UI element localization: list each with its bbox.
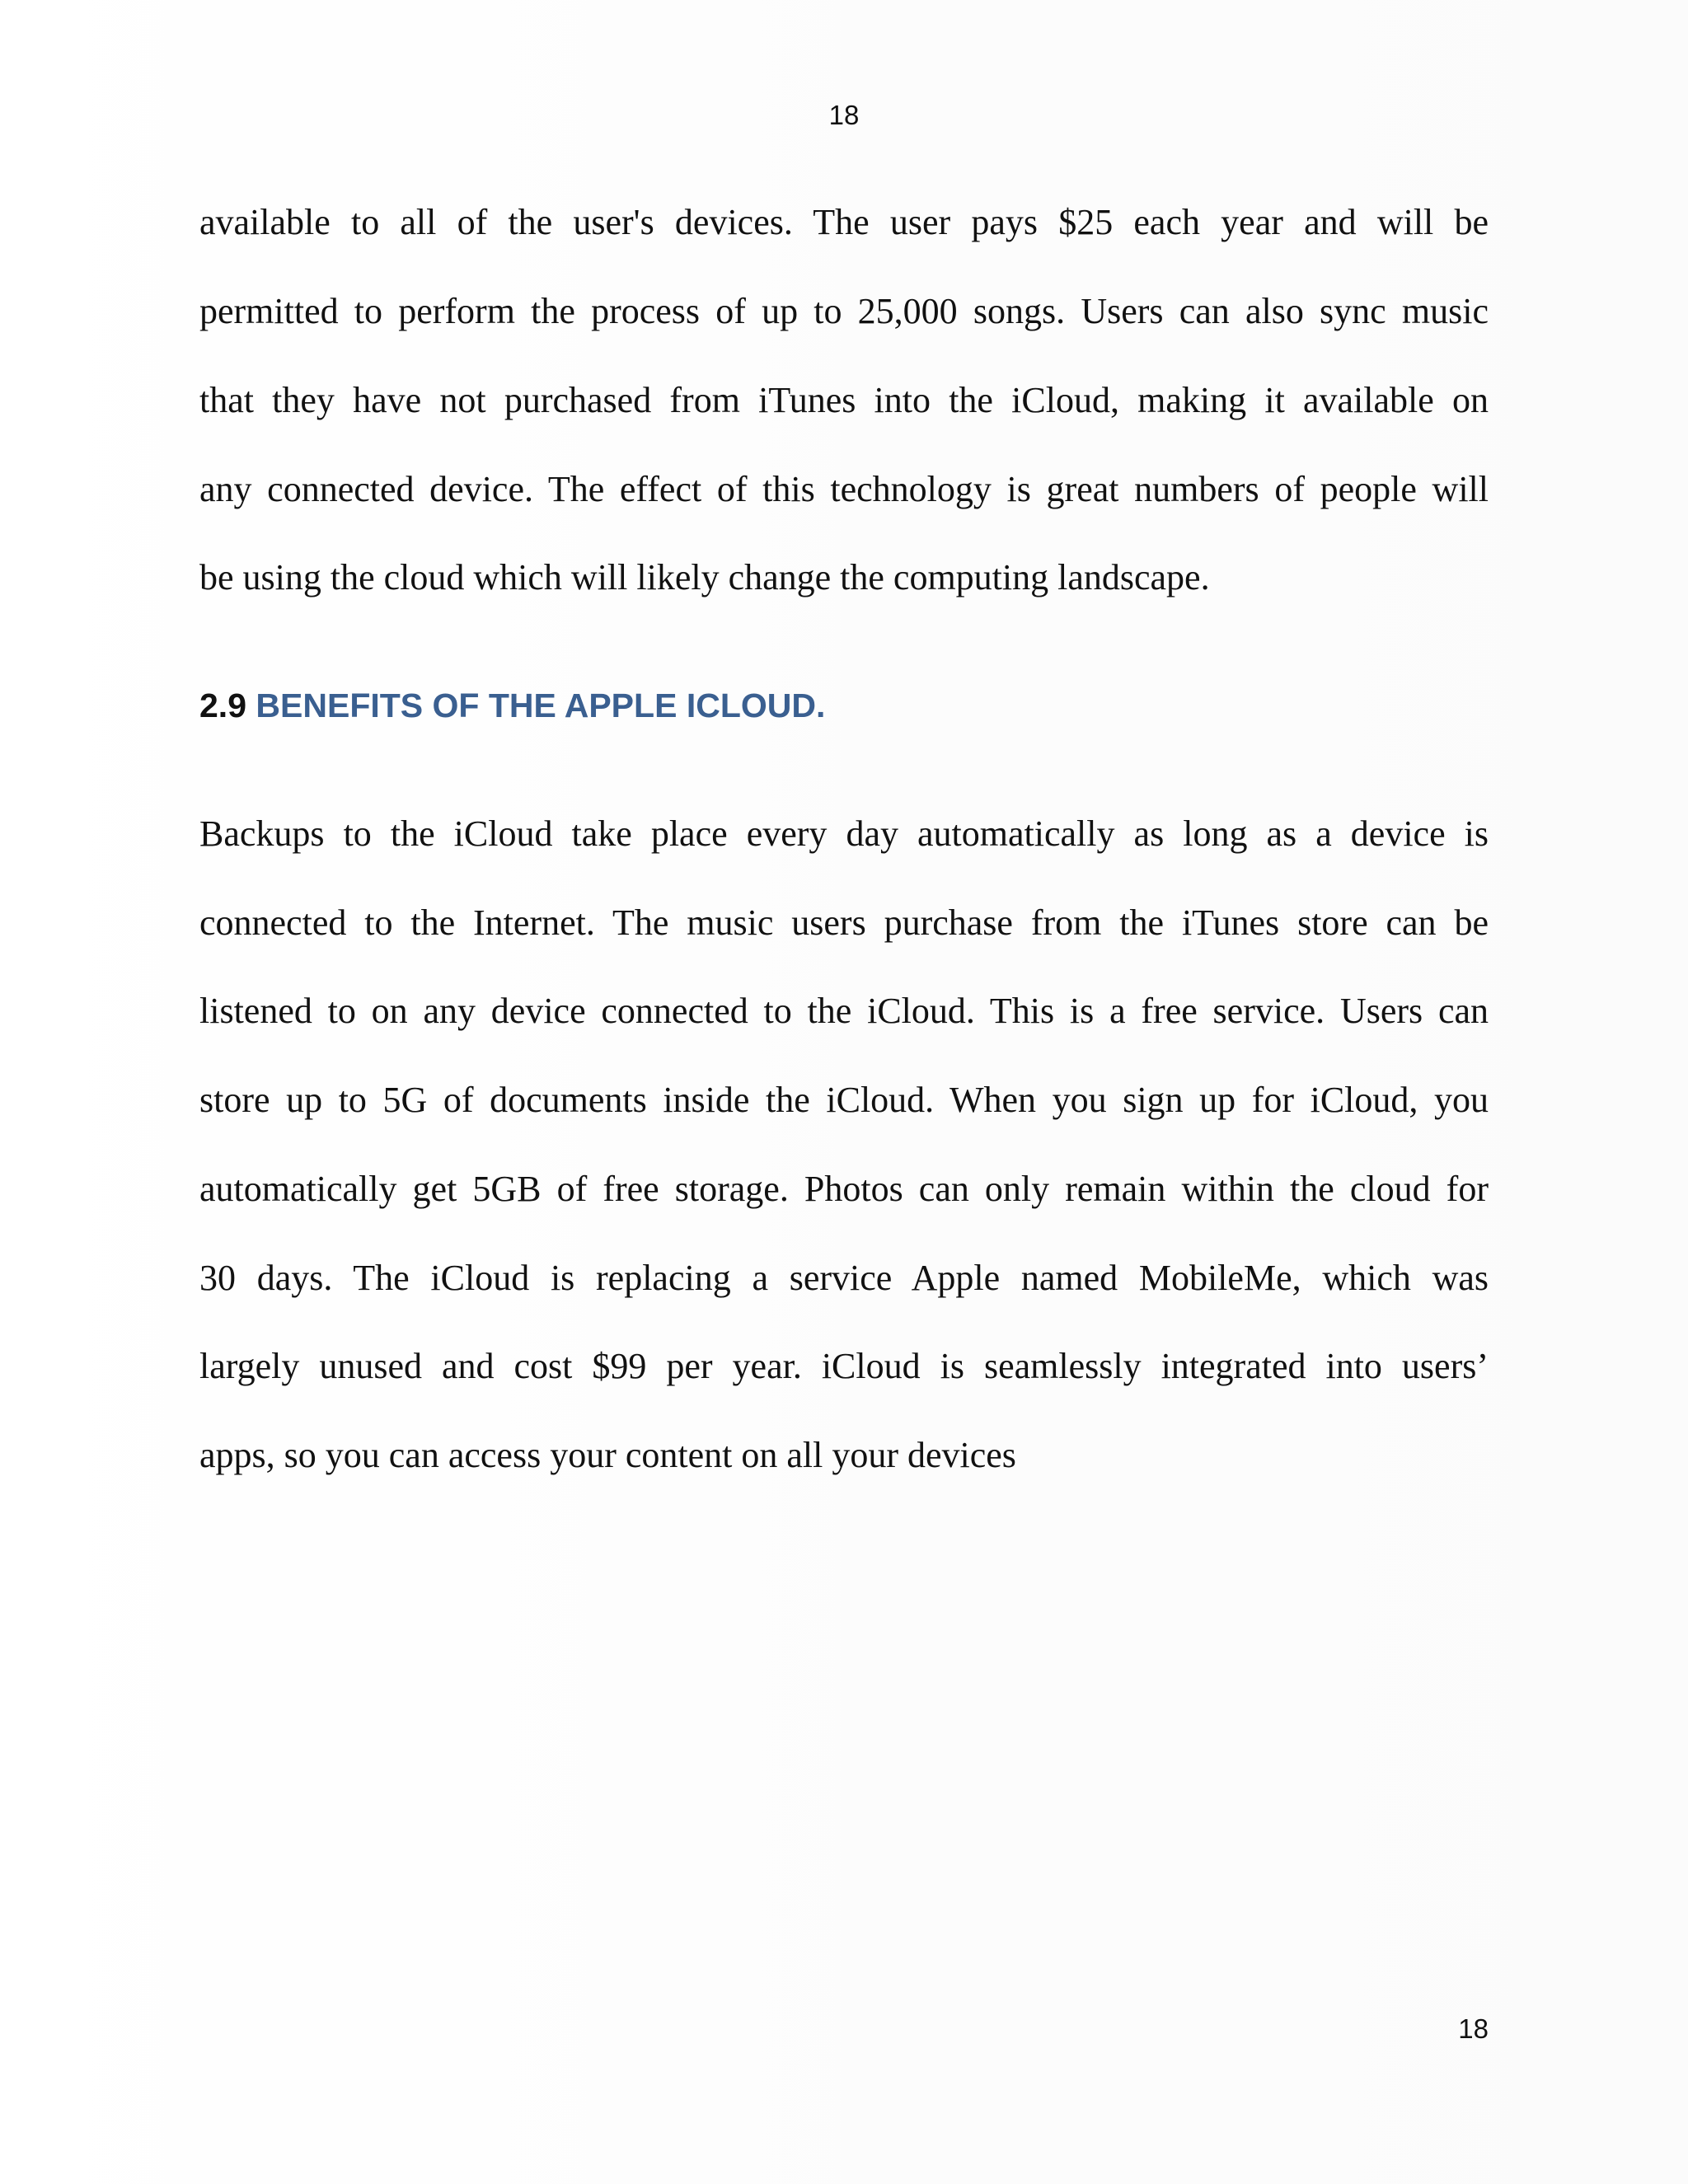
paragraph-line: that they have not purchased from iTunes into the iCloud, making it available on bbox=[199, 380, 1489, 420]
section-number: 2.9 bbox=[199, 687, 246, 724]
paragraph-line: be using the cloud which will likely change the computing landscape. bbox=[199, 557, 1210, 598]
paragraph-line: connected to the Internet. The music users purchase from the iTunes store can be bbox=[199, 902, 1489, 943]
paragraph-line: 30 days. The iCloud is replacing a service Apple named MobileMe, which was bbox=[199, 1258, 1489, 1298]
section-heading bbox=[199, 682, 825, 729]
paragraph-line: apps, so you can access your content on all your devices bbox=[199, 1435, 1016, 1475]
paragraph-line: permitted to perform the process of up to 25,000 songs. Users can also sync music bbox=[199, 291, 1489, 331]
paragraph-line: any connected device. The effect of this technology is great numbers of people will bbox=[199, 469, 1489, 509]
paragraph-line: largely unused and cost $99 per year. iCloud is seamlessly integrated into users’ bbox=[199, 1346, 1489, 1386]
header-page-number: 18 bbox=[828, 100, 860, 130]
paragraph-line: automatically get 5GB of free storage. Photos can only remain within the cloud for bbox=[199, 1169, 1489, 1209]
paragraph-line: store up to 5G of documents inside the iCloud. When you sign up for iCloud, you bbox=[199, 1080, 1489, 1120]
footer-page-number: 18 bbox=[1458, 2013, 1489, 2044]
paragraph-line: listened to on any device connected to the iCloud. This is a free service. Users can bbox=[199, 991, 1489, 1031]
paragraph-line: Backups to the iCloud take place every day automatically as long as a device is bbox=[199, 813, 1489, 854]
paragraph-line: available to all of the user's devices. The user pays $25 each year and will be bbox=[199, 202, 1489, 242]
section-title: BENEFITS OF THE APPLE ICLOUD. bbox=[256, 687, 826, 724]
